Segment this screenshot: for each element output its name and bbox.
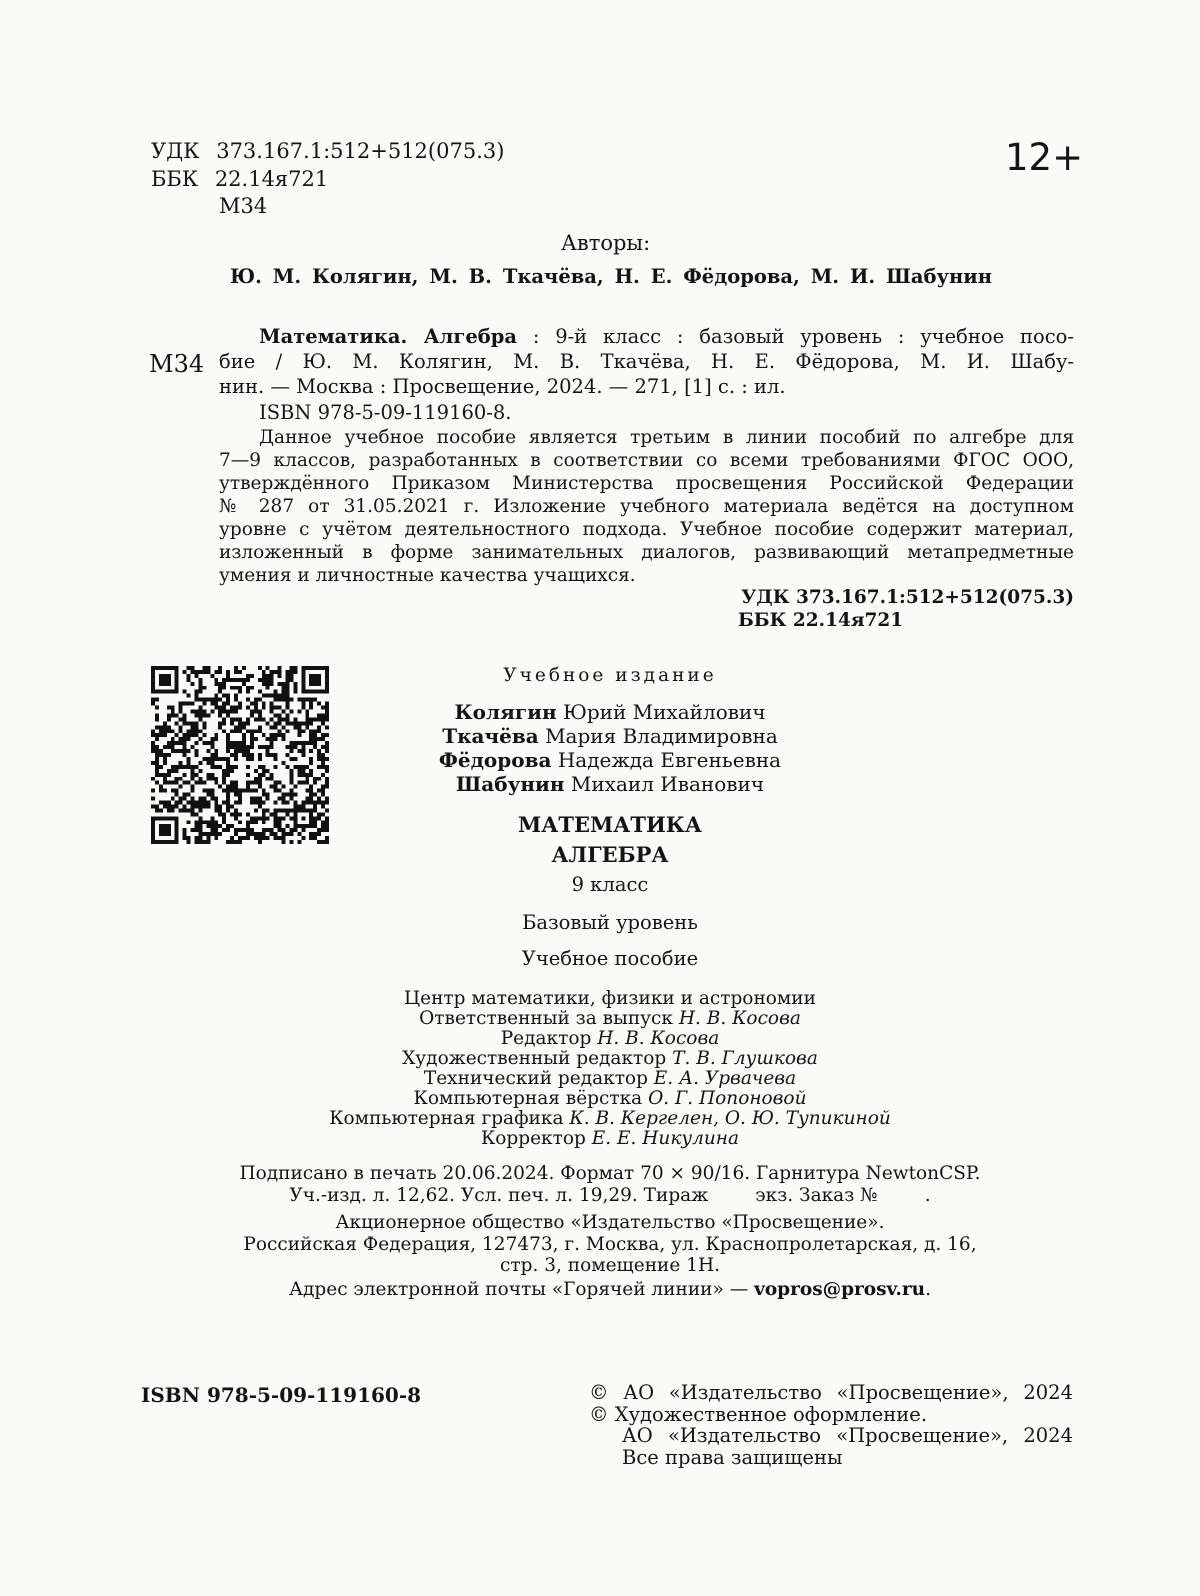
credit-role: Редактор bbox=[500, 1028, 592, 1049]
publisher-line3: стр. 3, помещение 1Н. bbox=[500, 1255, 720, 1276]
credit-name: О. Г. Попоновой bbox=[648, 1088, 807, 1109]
footer-isbn: ISBN 978-5-09-119160-8 bbox=[141, 1383, 422, 1407]
annotation-line: утверждённого Приказом Министерства просвещения Российской Федерации bbox=[219, 473, 1074, 494]
credit-role: Технический редактор bbox=[423, 1068, 648, 1089]
udk-header bbox=[151, 139, 504, 163]
annotation-line: умения и личностные качества учащихся. bbox=[219, 565, 636, 586]
credits bbox=[240, 989, 980, 1149]
publisher-line2: Российская Федерация, 127473, г. Москва, ул. Краснопролетарская, д. 16, bbox=[243, 1234, 977, 1255]
credit-role: Компьютерная вёрстка bbox=[413, 1088, 643, 1109]
edition-author bbox=[340, 700, 880, 724]
catalog-line2: бие / Ю. М. Колягин, М. В. Ткачёва, Н. Е. Фёдорова, М. И. Шабу- bbox=[219, 350, 1074, 373]
credit-line bbox=[240, 1129, 980, 1149]
credit-name: Т. В. Глушкова bbox=[672, 1048, 818, 1069]
email-suffix: . bbox=[925, 1279, 931, 1300]
book-title-2: АЛГЕБРА bbox=[551, 842, 669, 867]
copyright-2-line1: © Художественное оформление. bbox=[589, 1403, 928, 1426]
catalog-line1-rest: : 9-й класс : базовый уровень : учебное посо- bbox=[532, 325, 1074, 348]
annotation-line: № 287 от 31.05.2021 г. Изложение учебного материала ведётся на доступном bbox=[219, 496, 1074, 517]
edition-authors bbox=[340, 700, 880, 796]
edition-author bbox=[340, 724, 880, 748]
catalog-isbn: ISBN 978-5-09-119160-8. bbox=[259, 401, 512, 424]
credit-line bbox=[240, 1049, 980, 1069]
age-rating: 12+ bbox=[1005, 136, 1084, 179]
edition-author bbox=[340, 772, 880, 796]
credit-name: Е. Е. Никулина bbox=[591, 1128, 740, 1149]
credit-line bbox=[240, 1089, 980, 1109]
rights-reserved: Все права защищены bbox=[622, 1446, 843, 1469]
author-surname: Шабунин bbox=[455, 772, 565, 796]
bbk-header bbox=[151, 167, 328, 191]
copyright-1: © АО «Издательство «Просвещение», 2024 bbox=[589, 1381, 1073, 1404]
authors-names: Ю. М. Колягин, М. В. Ткачёва, Н. Е. Фёдорова, М. И. Шабунин bbox=[230, 265, 992, 288]
edition-type: Учебное издание bbox=[503, 665, 717, 686]
credit-name: Е. А. Урвачева bbox=[653, 1068, 797, 1089]
credit-name: К. В. Кергелен, О. Ю. Тупикиной bbox=[569, 1108, 891, 1129]
author-surname: Ткачёва bbox=[442, 724, 539, 748]
author-given: Юрий Михайлович bbox=[562, 700, 766, 724]
annotation bbox=[219, 426, 1074, 587]
credit-line bbox=[240, 1029, 980, 1049]
annotation-line: уровне с учётом деятельностного подхода. Учебное пособие содержит материал, bbox=[219, 519, 1074, 540]
udk-value: 373.167.1:512+512(075.3) bbox=[216, 139, 505, 163]
credit-role: Корректор bbox=[480, 1128, 586, 1149]
copyright-2-line2: АО «Издательство «Просвещение», 2024 bbox=[622, 1424, 1073, 1447]
credit-role: Ответственный за выпуск bbox=[419, 1008, 673, 1029]
print-info-line2: Уч.-изд. л. 12,62. Усл. печ. л. 19,29. Тираж экз. Заказ № . bbox=[289, 1185, 931, 1206]
credit-line bbox=[240, 1069, 980, 1089]
edition-author bbox=[340, 748, 880, 772]
credit-line bbox=[240, 1109, 980, 1129]
credit-role: Художественный редактор bbox=[402, 1048, 667, 1069]
bbk-label: ББК bbox=[151, 167, 199, 191]
credit-name: Н. В. Косова bbox=[597, 1028, 720, 1049]
credit-role: Центр математики, физики и астрономии bbox=[404, 988, 816, 1009]
credit-line bbox=[240, 989, 980, 1009]
catalog-mark: М34 bbox=[149, 350, 205, 378]
qr-code bbox=[151, 666, 329, 844]
email-prefix: Адрес электронной почты «Горячей линии» — bbox=[289, 1279, 749, 1300]
annotation-line: изложенный в форме занимательных диалогов, развивающий метапредметные bbox=[219, 542, 1074, 563]
book-title-1: МАТЕМАТИКА bbox=[517, 812, 702, 837]
author-given: Мария Владимировна bbox=[545, 724, 778, 748]
print-info-line1: Подписано в печать 20.06.2024. Формат 70 × 90/16. Гарнитура NewtonCSP. bbox=[239, 1163, 981, 1184]
author-surname: Фёдорова bbox=[438, 748, 552, 772]
annotation-line: Данное учебное пособие является третьим в линии пособий по алгебре для bbox=[259, 427, 1074, 448]
credit-name: Н. В. Косова bbox=[678, 1008, 801, 1029]
catalog-udk: УДК 373.167.1:512+512(075.3) bbox=[741, 587, 1074, 608]
author-given: Надежда Евгеньевна bbox=[557, 748, 782, 772]
publisher-email-line bbox=[200, 1279, 1020, 1300]
annotation-line: 7—9 классов, разработанных в соответствии со всеми требованиями ФГОС ООО, bbox=[219, 450, 1074, 471]
email-link[interactable]: vopros@prosv.ru bbox=[754, 1279, 926, 1300]
authors-label: Авторы: bbox=[561, 231, 651, 255]
book-level: Базовый уровень bbox=[522, 911, 698, 934]
author-surname: Колягин bbox=[454, 700, 557, 724]
catalog-title: Математика. Алгебра bbox=[259, 325, 517, 348]
publisher-line1: Акционерное общество «Издательство «Просвещение». bbox=[335, 1212, 885, 1233]
catalog-line1 bbox=[259, 325, 1074, 348]
book-grade: 9 класс bbox=[571, 873, 649, 896]
udk-label: УДК bbox=[151, 139, 200, 163]
book-type: Учебное пособие bbox=[521, 947, 699, 970]
catalog-bbk: ББК 22.14я721 bbox=[738, 610, 904, 631]
author-given: Михаил Иванович bbox=[570, 772, 765, 796]
catalog-line3: нин. — Москва : Просвещение, 2024. — 271, [1] с. : ил. bbox=[219, 375, 786, 398]
credit-line bbox=[240, 1009, 980, 1029]
bbk-value: 22.14я721 bbox=[214, 167, 329, 191]
credit-role: Компьютерная графика bbox=[329, 1108, 564, 1129]
author-mark-header: М34 bbox=[219, 194, 268, 218]
